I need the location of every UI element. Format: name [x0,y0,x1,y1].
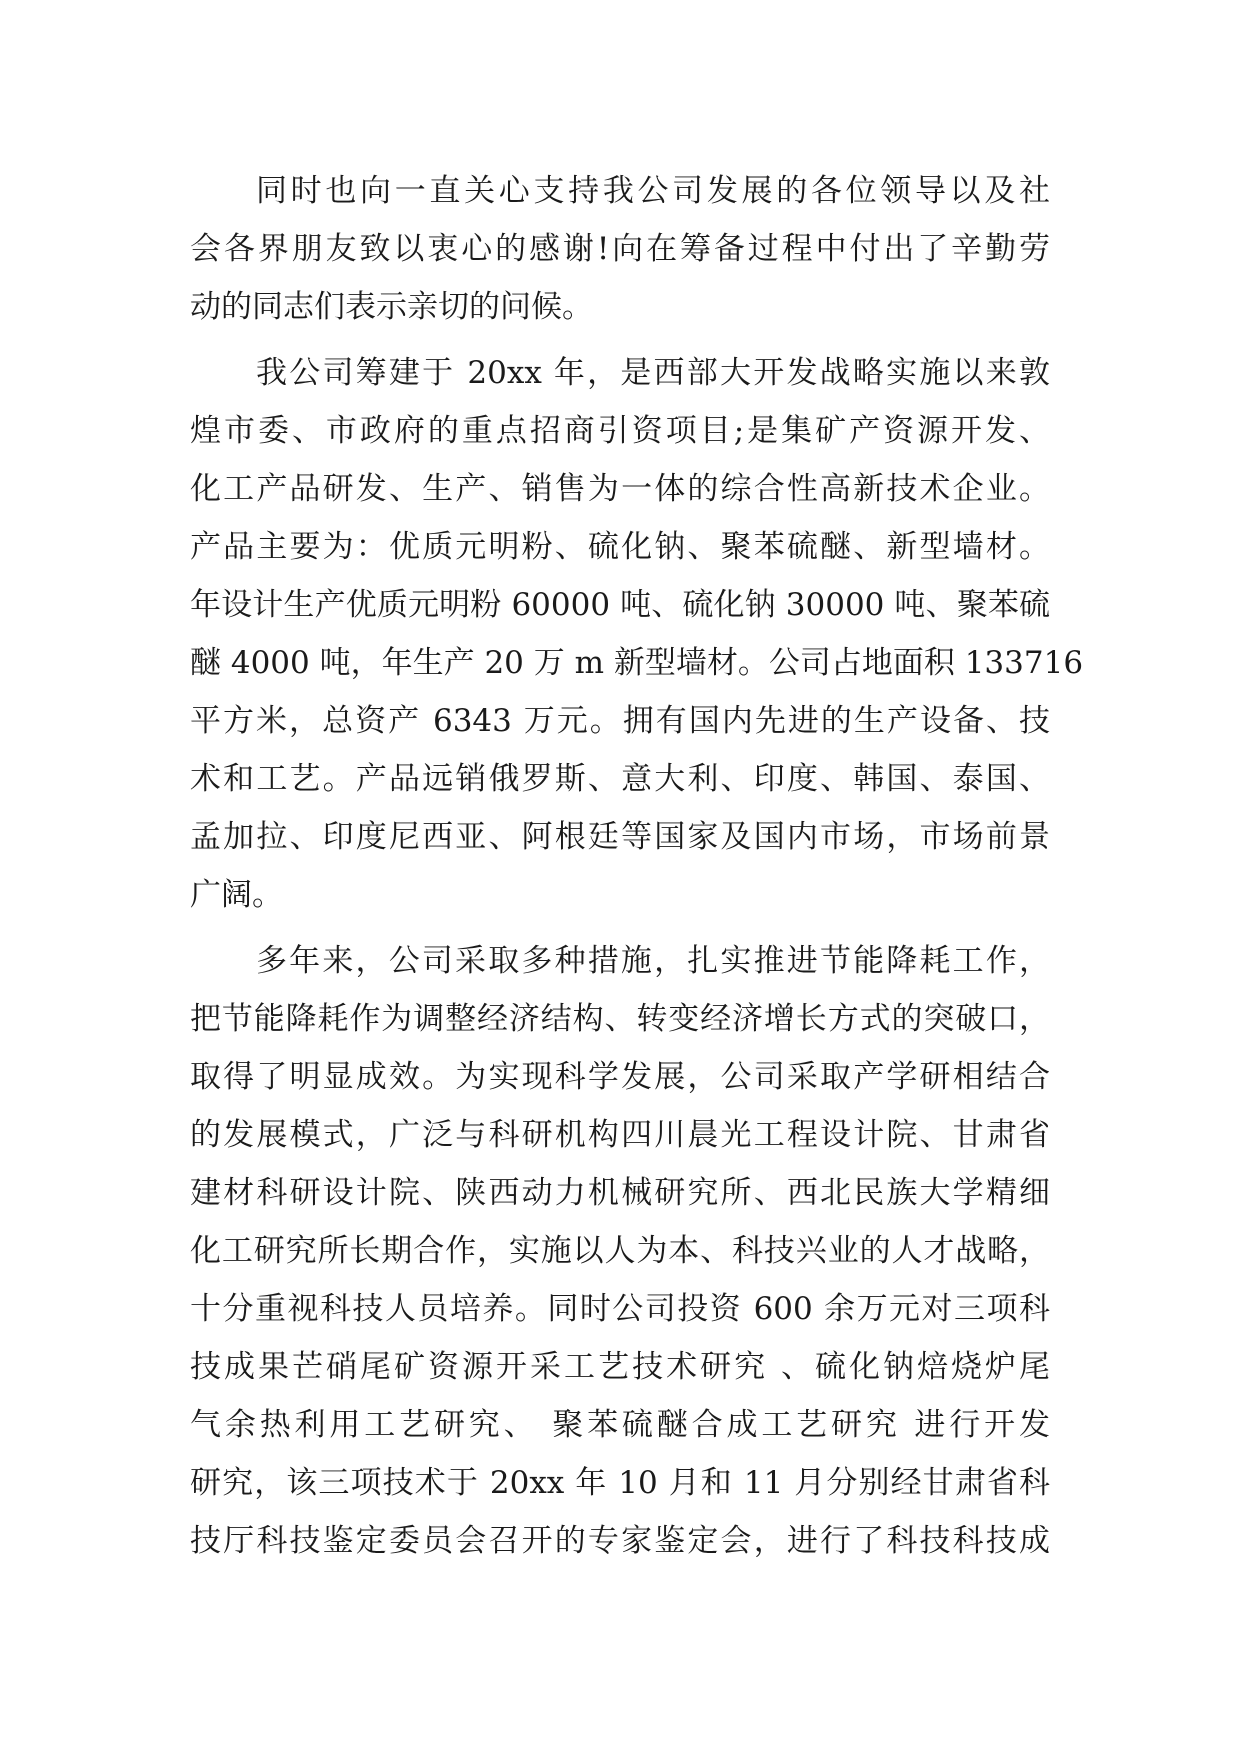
text-line: 化工研究所长期合作，实施以人为本、科技兴业的人才战略， [190,1233,1050,1269]
paragraph-company-intro [190,344,1084,924]
text-line: 技成果芒硝尾矿资源开采工艺技术研究 、硫化钠焙烧炉尾 [190,1349,1050,1385]
text-line: 产品主要为：优质元明粉、硫化钠、聚苯硫醚、新型墙材。 [190,529,1050,565]
text-line: 气余热利用工艺研究、 聚苯硫醚合成工艺研究 进行开发 [190,1407,1050,1443]
text-line: 技厅科技鉴定委员会召开的专家鉴定会，进行了科技科技成 [190,1523,1050,1559]
body-text [190,162,1084,1578]
text-line: 研究，该三项技术于 20xx 年 10 月和 11 月分别经甘肃省科 [190,1465,1050,1501]
text-line: 平方米，总资产 6343 万元。拥有国内先进的生产设备、技 [190,703,1050,739]
text-line: 孟加拉、印度尼西亚、阿根廷等国家及国内市场，市场前景 [190,819,1050,855]
text-line: 煌市委、市政府的重点招商引资项目;是集矿产资源开发、 [190,413,1050,449]
text-line: 化工产品研发、生产、销售为一体的综合性高新技术企业。 [190,471,1050,507]
text-line: 我公司筹建于 20xx 年，是西部大开发战略实施以来敦 [256,355,1050,391]
text-line: 取得了明显成效。为实现科学发展，公司采取产学研相结合 [190,1059,1050,1095]
text-line: 会各界朋友致以衷心的感谢!向在筹备过程中付出了辛勤劳 [190,231,1050,267]
text-line: 年设计生产优质元明粉 60000 吨、硫化钠 30000 吨、聚苯硫 [190,587,1050,623]
text-line: 的发展模式，广泛与科研机构四川晨光工程设计院、甘肃省 [190,1117,1050,1153]
text-line: 广阔。 [190,877,283,913]
text-line: 把节能降耗作为调整经济结构、转变经济增长方式的突破口， [190,1001,1050,1037]
text-line: 同时也向一直关心支持我公司发展的各位领导以及社 [256,173,1050,209]
text-line: 多年来，公司采取多种措施，扎实推进节能降耗工作， [256,943,1050,979]
text-line: 术和工艺。产品远销俄罗斯、意大利、印度、韩国、泰国、 [190,761,1050,797]
text-line: 醚 4000 吨，年生产 20 万 m 新型墙材。公司占地面积 133716 [190,645,1084,681]
paragraph-thanks [190,162,1050,336]
text-line: 十分重视科技人员培养。同时公司投资 600 余万元对三项科 [190,1291,1050,1327]
text-line: 建材科研设计院、陕西动力机械研究所、西北民族大学精细 [190,1175,1050,1211]
paragraph-energy-saving [190,932,1050,1570]
text-line: 动的同志们表示亲切的问候。 [190,289,593,325]
